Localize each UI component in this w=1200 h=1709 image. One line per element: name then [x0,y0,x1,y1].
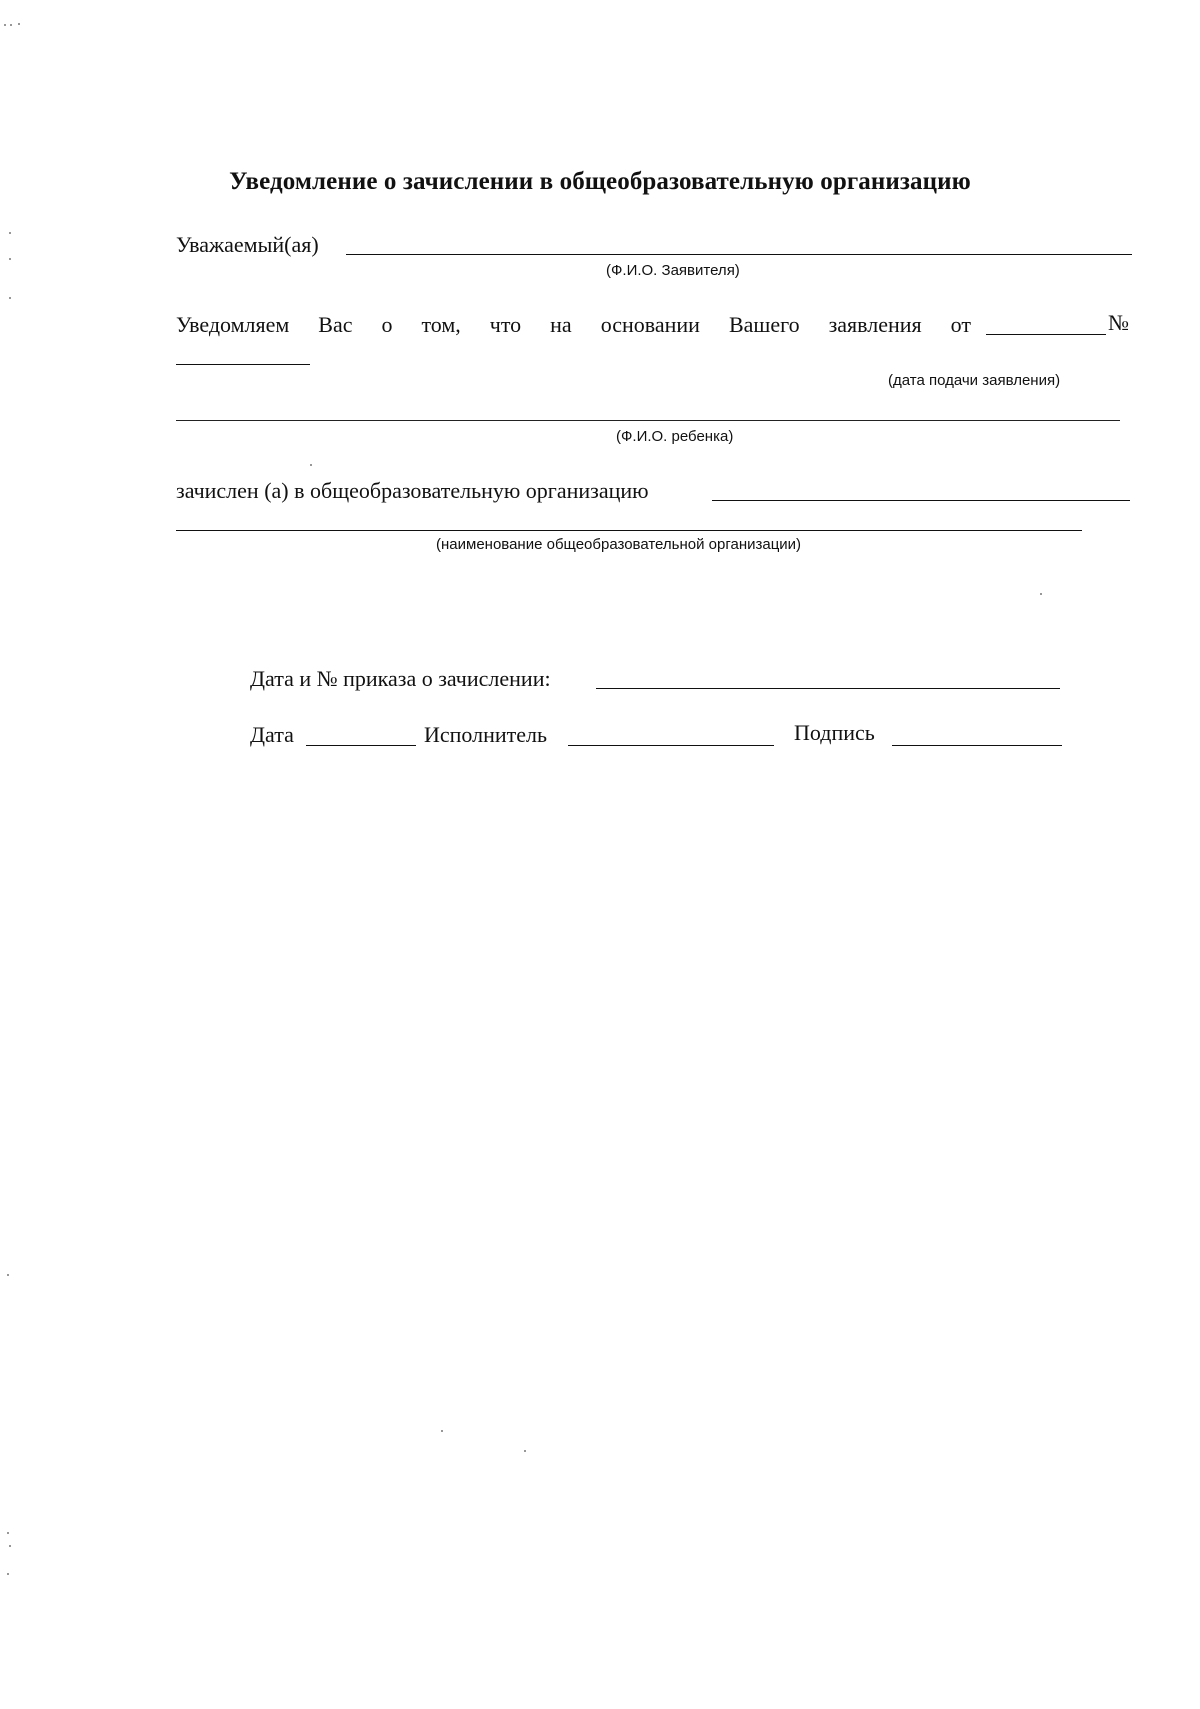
applicant-name-field[interactable] [346,254,1132,255]
scan-speck [9,258,11,260]
scan-speck [1040,593,1042,595]
application-date-field[interactable] [986,334,1106,335]
scan-speck [4,24,6,26]
notice-word: что [489,312,522,337]
notice-word: Вашего [728,312,800,337]
child-caption: (Ф.И.О. ребенка) [616,428,734,445]
notice-word: от [950,312,971,337]
date-field[interactable] [306,745,416,746]
date-label: Дата [250,722,294,747]
number-sign: № [1108,310,1129,335]
document-title: Уведомление о зачислении в общеобразовательную организацию [229,168,971,195]
scan-speck [9,1545,11,1547]
signature-field[interactable] [892,745,1062,746]
scan-speck [441,1430,443,1432]
salutation-label: Уважаемый(ая) [176,232,319,257]
scan-speck [7,1274,9,1276]
scan-speck [310,464,312,466]
scan-speck [524,1450,526,1452]
notice-text [176,312,971,338]
organization-field[interactable] [712,500,1130,501]
scan-speck [7,1532,9,1534]
notice-word: о [381,312,393,337]
notice-word: Вас [318,312,353,337]
order-label: Дата и № приказа о зачислении: [250,666,551,691]
organization-caption: (наименование общеобразовательной организации) [436,536,802,553]
application-date-caption: (дата подачи заявления) [888,372,1061,389]
applicant-caption: (Ф.И.О. Заявителя) [606,262,740,279]
signature-label: Подпись [794,720,875,745]
notice-word: на [550,312,572,337]
notice-word: основании [600,312,700,337]
notice-word: заявления [828,312,922,337]
enrolled-label: зачислен (а) в общеобразовательную организацию [176,478,649,503]
notice-word: том, [421,312,461,337]
executor-field[interactable] [568,745,774,746]
order-field[interactable] [596,688,1060,689]
organization-field-continuation[interactable] [176,530,1082,531]
child-name-field[interactable] [176,420,1120,421]
executor-label: Исполнитель [424,722,548,747]
scan-speck [7,1573,9,1575]
notice-word: Уведомляем [176,312,290,337]
application-number-field[interactable] [176,364,310,365]
scan-speck [9,297,11,299]
scan-speck [9,232,11,234]
scan-speck [10,24,12,26]
scan-speck [18,23,20,25]
